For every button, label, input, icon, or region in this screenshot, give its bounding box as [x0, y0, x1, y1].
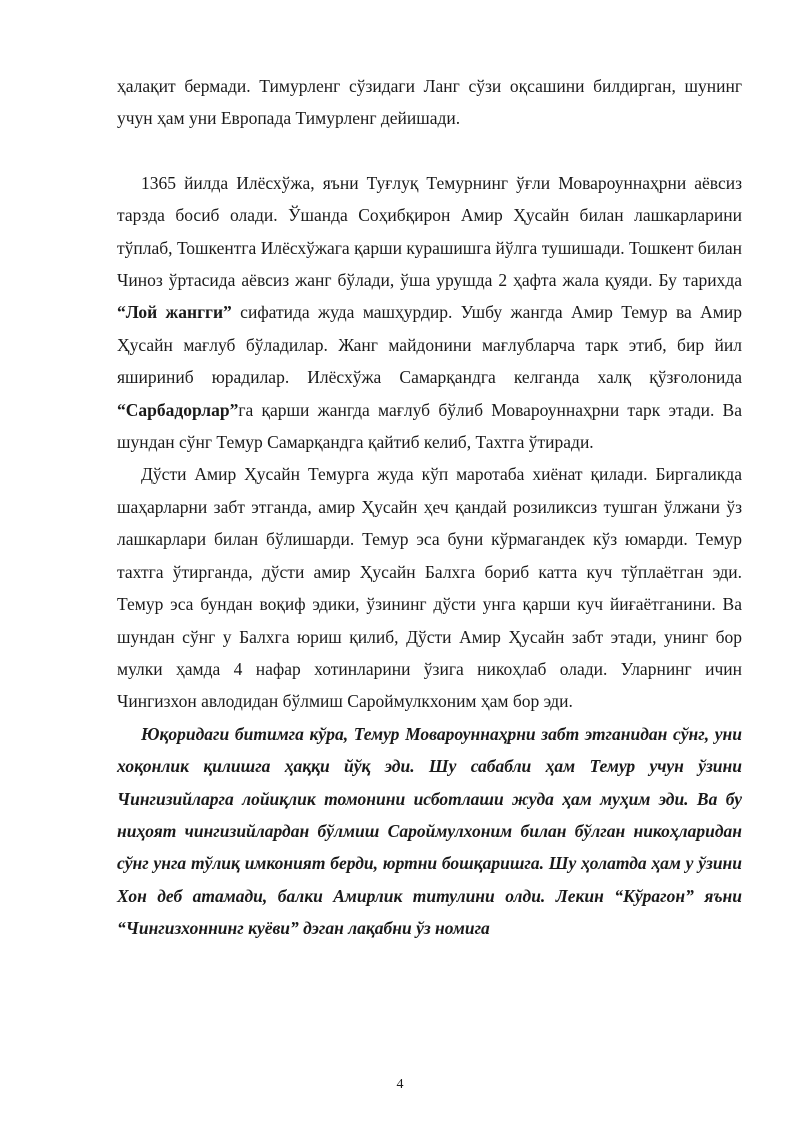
- paragraph-1365: [117, 167, 742, 459]
- page-number: 4: [396, 1077, 404, 1092]
- paragraph-text: сифатида жуда машҳурдир. Ушбу жангда Амир Темур ва Амир Ҳусайн мағлуб бўладилар. Жанг майдонини мағлубларча тарк этиб, бир йил яшириниб юрадилар. Илёсхўжа Самарқандга келганда халқ қўзғолонида: [117, 302, 742, 388]
- bold-term-sarbadorlar: “Сарбадорлар”: [117, 399, 239, 420]
- paragraph-text: га қарши жангда мағлуб бўлиб Мовароуннаҳрни тарк этади. Ва шундан сўнг Темур Самарқандга қайтиб келиб, Тахтга ўтиради.: [117, 399, 742, 453]
- paragraph-amir-husayn: Дўсти Амир Ҳусайн Темурга жуда кўп маротаба хиёнат қилади. Биргаликда шаҳарларни забт этганда, амир Ҳусайн ҳеч қандай розиликсиз тушган ўлжани ўз лашкарлари билан бўлишарди. Темур эса буни кўрмагандек кўз юмарди. Темур тахтга ўтирганда, дўсти амир Ҳусайн Балхга бориб катта куч тўплаётган эди. Темур эса бундан воқиф эдики, ўзининг дўсти унга қарши куч йиғаётганини. Ва шундан сўнг у Балхга юриш қилиб, Дўсти Амир Ҳусайн забт этади, унинг бор мулки ҳамда 4 нафар хотинларини ўзига никоҳлаб олади. Уларнинг ичин Чингизхон авлодидан бўлмиш Сароймулкхоним ҳам бор эди.: [117, 464, 742, 712]
- page-body: [117, 70, 742, 945]
- paragraph-emphasized: Юқоридаги битимга кўра, Темур Мовароуннаҳрни забт этганидан сўнг, уни хоқонлик қилишга ҳаққи йўқ эди. Шу сабабли ҳам Темур учун ўзини Чингизийларга лойиқлик томонини исботлаши жуда ҳам муҳим эди. Ва бу ниҳоят чингизийлардан бўлмиш Сароймулхоним билан бўлган никоҳларидан сўнг унга тўлиқ имконият берди, юртни бошқаришга. Шу ҳолатда ҳам у ўзини Хон деб атамади, балки Амирлик титулини олди. Лекин “Кўрагон” яъни “Чингизхоннинг куёви” дэган лақабни ўз номига: [117, 723, 742, 939]
- paragraph-text: 1365 йилда Илёсхўжа, яъни Туғлуқ Темурнинг ўғли Мовароуннаҳрни аёвсиз тарзда босиб олади. Ўшанда Соҳибқирон Амир Ҳусайн билан лашкарларини тўплаб, Тошкентга Илёсхўжага қарши курашишга йўлга тушишади. Тошкент билан Чиноз ўртасида аёвсиз жанг бўлади, ўша урушда 2 ҳафта жала қуяди. Бу тарихда: [117, 172, 742, 291]
- bold-term-loy-jangi: “Лой жангги”: [117, 302, 232, 323]
- paragraph-continuation: ҳалақит бермади. Тимурленг сўзидаги Ланг сўзи оқсашини билдирган, шунинг учун ҳам уни Европада Тимурленг дейишади.: [117, 76, 742, 129]
